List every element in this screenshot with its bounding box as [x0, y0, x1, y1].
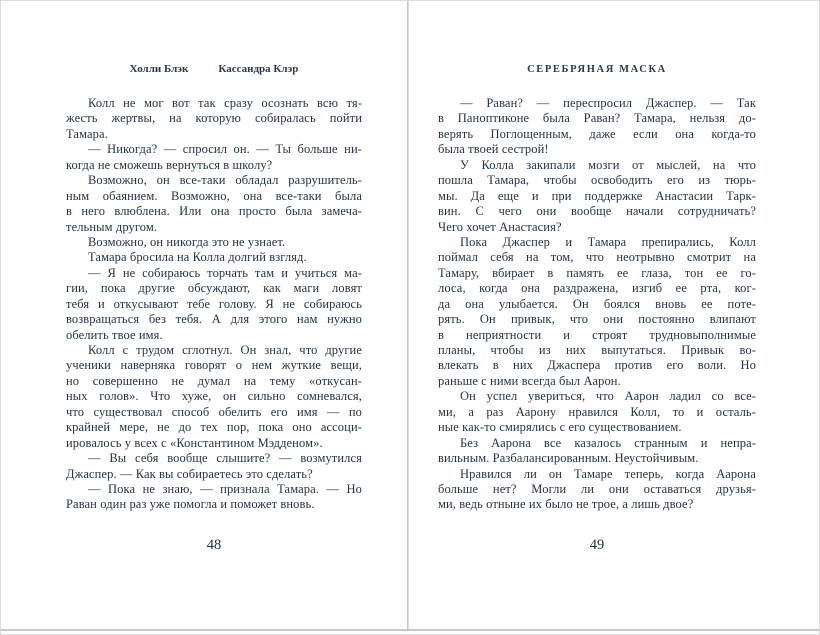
text-line: Тамара бросила на Колла долгий взгляд. — [88, 250, 307, 265]
text-line: гии, пока другие обсуждают, как маги ловят — [66, 281, 362, 296]
text-line: когда не сможешь вернуться в школу? — [66, 157, 273, 172]
page-left — [66, 1, 362, 634]
text-line: — Пока не знаю, — признала Тамара. — Но — [88, 481, 362, 496]
text-line: тельным другом. — [66, 219, 158, 234]
text-line: больше нет? Могли ли они оставаться друзья- — [438, 481, 756, 496]
text-line: вин. С чего они вообще начали сотрудничать? — [438, 204, 756, 219]
text-line: — Никогда? — спросил он. — Ты больше ни- — [88, 142, 362, 157]
text-line: Джаспер. — Как вы собираетесь это сделать? — [66, 466, 313, 481]
text-line: жесть жертвы, на которую собиралась пойти — [66, 111, 362, 126]
text-line: пошла Тамара, чтобы освободить его из тюрь- — [438, 173, 756, 188]
text-line: Чего хочет Анастасия? — [438, 219, 562, 234]
page-right — [438, 1, 756, 634]
text-line: — Раван? — переспросил Джаспер. — Так — [460, 96, 756, 110]
text-line: да она улыбается. Он боялся вновь ее поте- — [438, 296, 756, 311]
text-line: Раван один раз уже помогла и поможет вновь. — [66, 497, 315, 512]
text-line: в неприятности и строят трудновыполнимые — [438, 327, 756, 342]
text-line: крайней мере, не до тех пор, пока оно ассоци- — [66, 420, 362, 435]
text-line: в него влюблена. Или она просто была замеча- — [66, 204, 362, 219]
text-line: влекать в них Джаспера против его воли. Но — [438, 358, 756, 373]
text-line: — Вы себя вообще слышите? — возмутился — [88, 451, 362, 466]
text-line: мы. Да еще и при поддержке Анастасии Тарк- — [438, 188, 756, 203]
page-body-text — [438, 96, 756, 513]
page-body-text — [66, 96, 362, 513]
text-line: — Я не собираюсь торчать там и учиться ма- — [88, 265, 362, 280]
text-line: ные как-то смирялись с его существованием. — [438, 420, 682, 435]
text-line: возвращаться без тебя. А для этого нам нужно — [66, 312, 362, 327]
text-line: Тамара. — [66, 126, 108, 141]
text-line: но совершенно не думал на тему «откусан- — [66, 373, 362, 388]
running-head-authors — [66, 63, 362, 76]
text-line: поймал себя на том, что неотрывно смотрит на — [438, 250, 756, 265]
author-name-left: Холли Блэк — [129, 63, 189, 75]
text-line: Колл с трудом сглотнул. Он знал, что другие — [88, 343, 362, 357]
author-name-right: Кассандра Клэр — [218, 63, 299, 75]
page-number-left: 48 — [206, 537, 222, 553]
text-line: лоса, когда она раздражена, изгиб ее рта, ког- — [438, 281, 756, 296]
bottom-rule — [1, 629, 819, 631]
text-line: Тамару, вбирает в память ее глаза, тон ее го- — [438, 265, 756, 280]
text-line: рять. Он привык, что они постоянно влипают — [438, 312, 756, 327]
text-line: Нравился ли он Тамаре теперь, когда Аарона — [460, 466, 756, 481]
text-line: что существовал способ обелить его имя — по — [66, 404, 362, 419]
text-line: ных голов». Что хуже, он сильно сомневался, — [66, 389, 362, 404]
text-line: обелить твое имя. — [66, 327, 163, 342]
text-line: Возможно, он никогда это не узнает. — [88, 234, 286, 249]
text-line: планы, чтобы из них выпутаться. Привык во- — [438, 343, 756, 357]
text-line: в Паноптиконе была Раван? Тамара, нельзя до- — [438, 111, 756, 126]
text-line: ми, ведь отныне их было не трое, а лишь двое? — [438, 497, 694, 512]
text-line: Без Аарона все казалось странным и непра- — [460, 435, 756, 450]
text-line: верять Поглощенным, даже если она когда-то — [438, 126, 756, 141]
text-line: была твоей сестрой! — [438, 142, 549, 157]
text-line: ми, а раз Аарону нравился Колл, то и осталь- — [438, 404, 756, 419]
running-head-book-title: СЕРЕБРЯНАЯ МАСКА — [527, 64, 667, 75]
text-line: Пока Джаспер и Тамара препирались, Колл — [460, 234, 756, 249]
text-line: Он успел увериться, что Аарон ладил со все- — [460, 389, 756, 404]
text-line: ученики наверняка говорят о нем жуткие вещи, — [66, 358, 362, 373]
text-line: раньше с ними всегда был Аарон. — [438, 373, 621, 388]
text-line: У Колла закипали мозги от мыслей, на что — [460, 157, 756, 172]
text-line: ным обаянием. Возможно, она все-таки была — [66, 188, 362, 203]
text-line: вильным. Разбалансированным. Неустойчивым. — [438, 451, 699, 466]
text-line: ировалось у всех с «Константином Мэдденом». — [66, 435, 323, 450]
text-line: Возможно, он все-таки обладал разрушитель- — [88, 173, 362, 188]
page-number-right: 49 — [589, 537, 605, 553]
page-gutter-divider — [407, 1, 409, 631]
text-line: тебя и откусывают тебе голову. Я не собираюсь — [66, 296, 362, 311]
text-line: Колл не мог вот так сразу осознать всю тя- — [88, 96, 362, 110]
